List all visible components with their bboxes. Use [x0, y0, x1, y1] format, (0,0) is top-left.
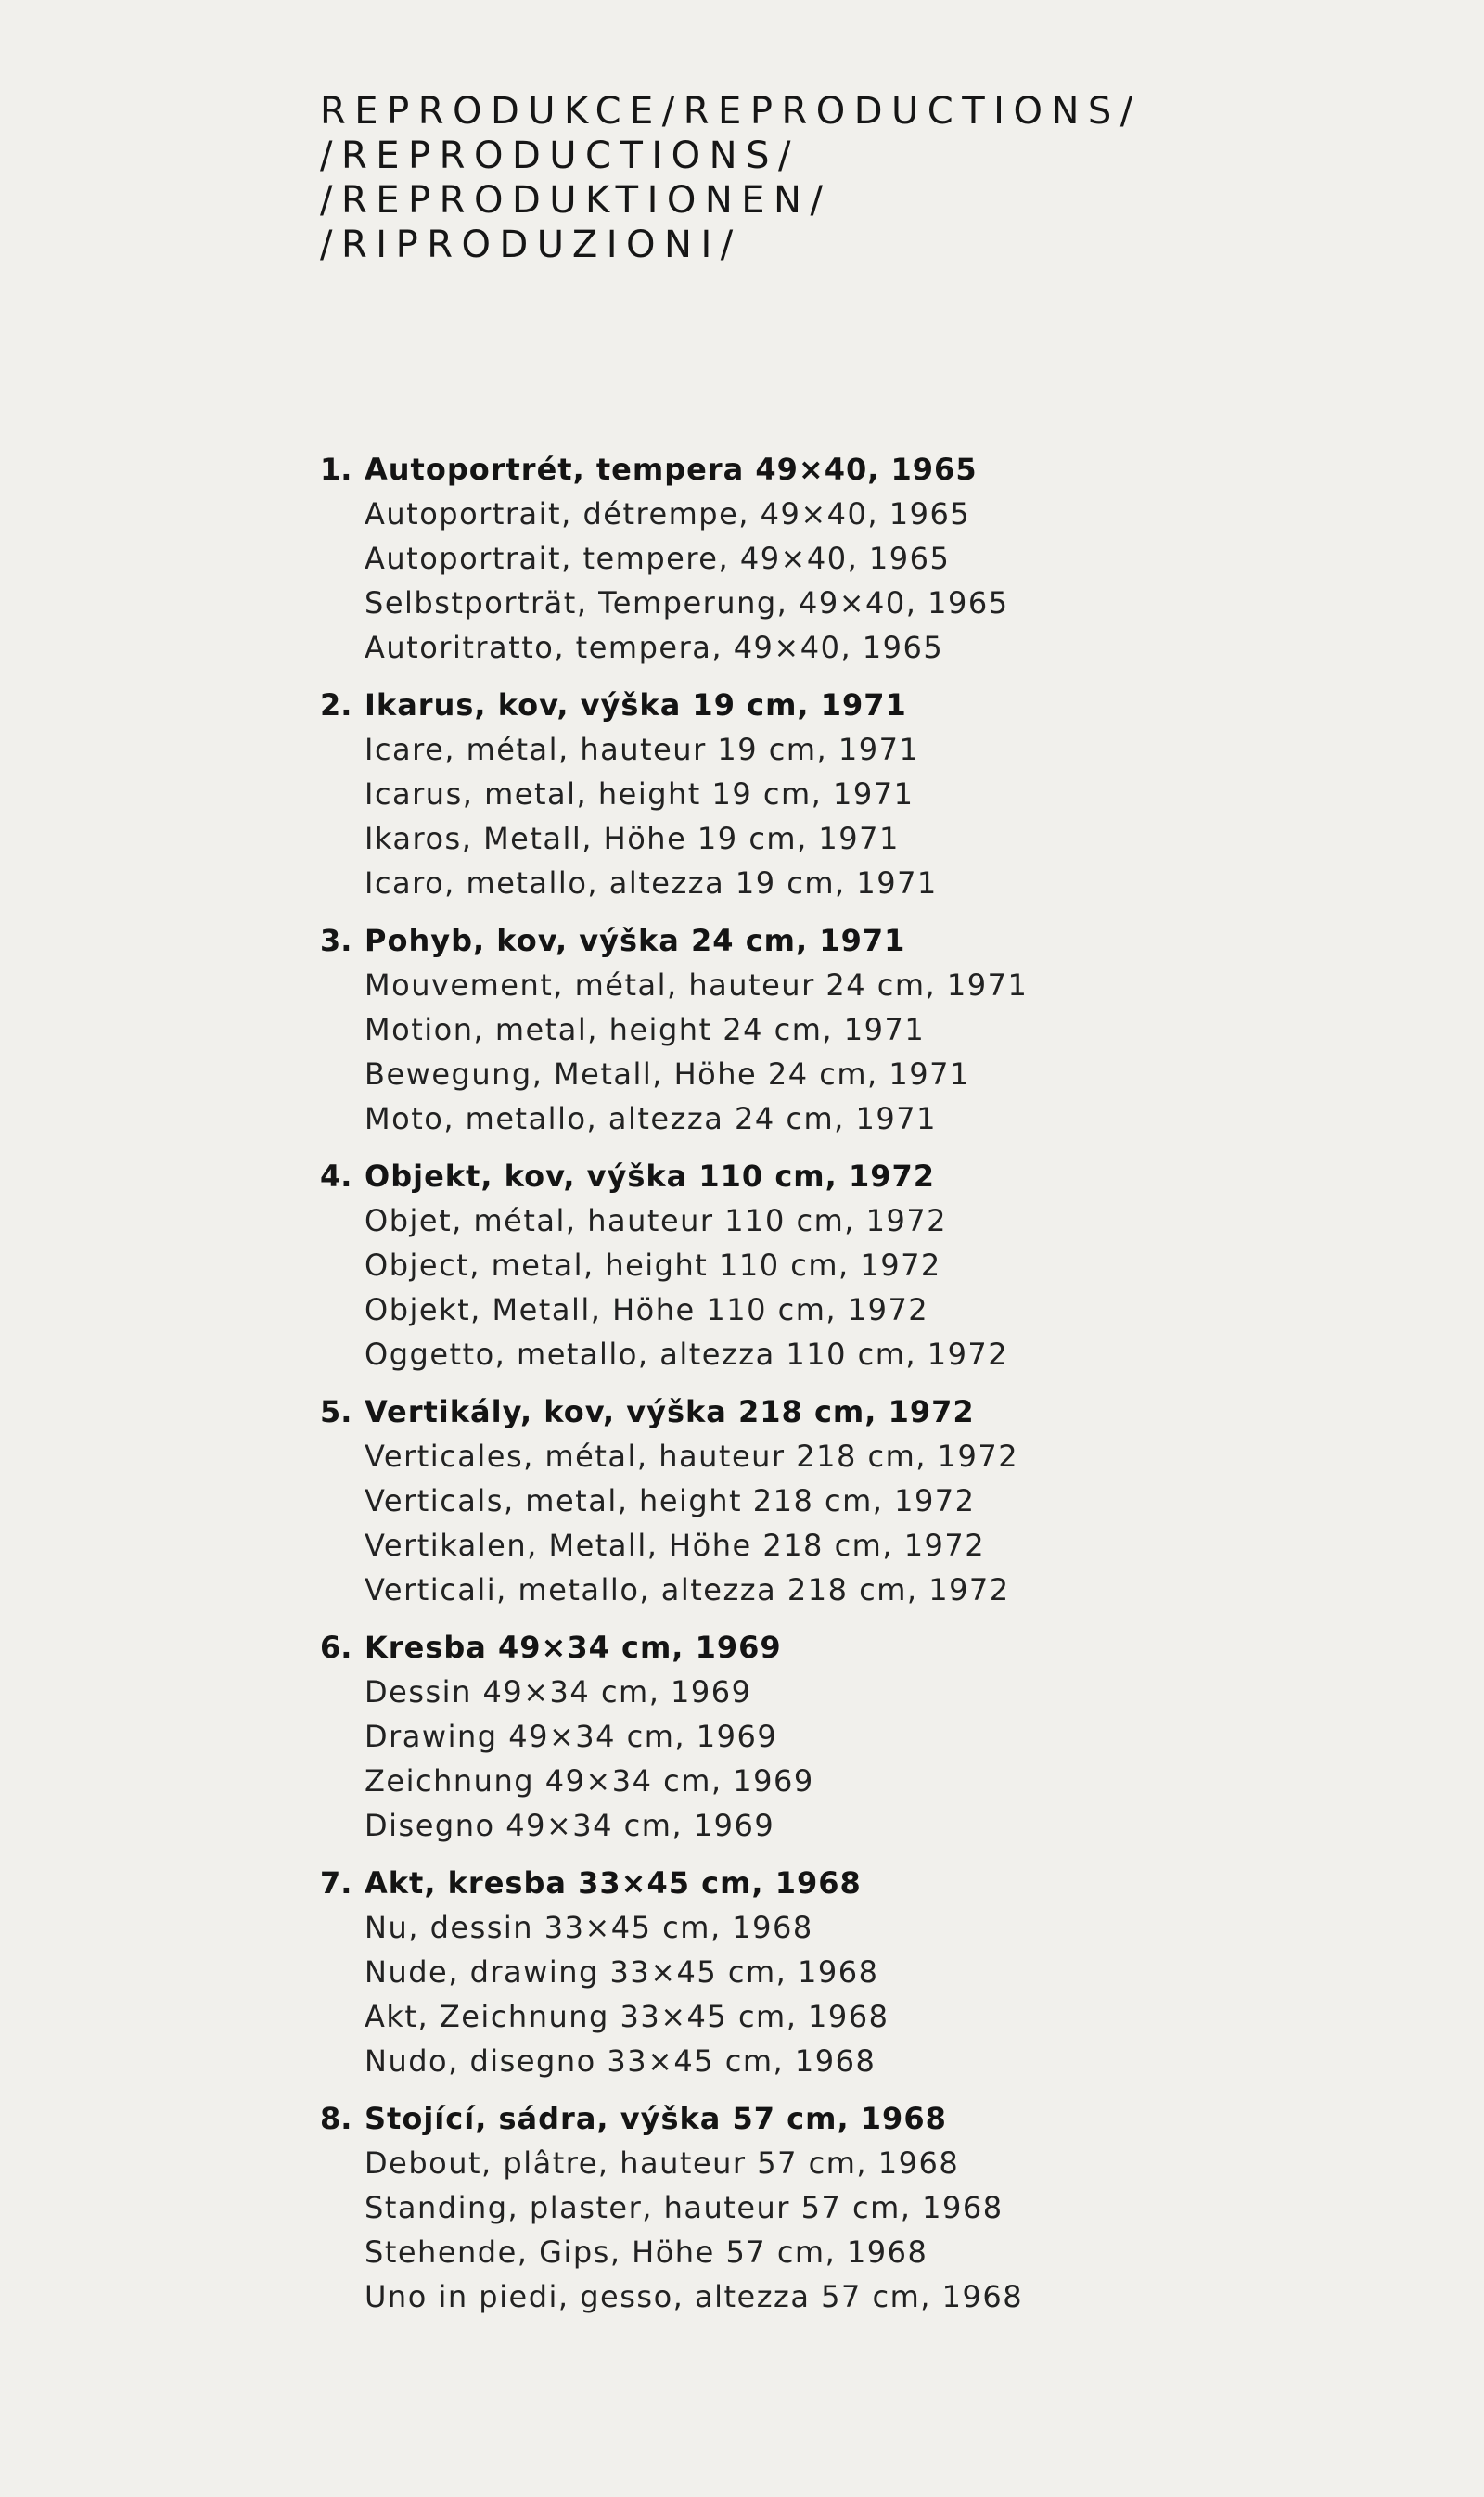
item-title-italian: Nudo, disegno 33×45 cm, 1968	[365, 2043, 876, 2079]
item-title-english: Motion, metal, height 24 cm, 1971	[365, 1012, 926, 1047]
item-title-czech: Akt, kresba 33×45 cm, 1968	[365, 1865, 862, 1901]
heading-line: /REPRODUCTIONS/	[320, 134, 800, 177]
item-title-italian: Uno in piedi, gesso, altezza 57 cm, 1968	[365, 2279, 1024, 2314]
item-title-german: Stehende, Gips, Höhe 57 cm, 1968	[365, 2234, 928, 2270]
heading	[320, 89, 1433, 267]
list-item	[320, 1154, 1387, 1377]
item-title-german: Selbstporträt, Temperung, 49×40, 1965	[365, 585, 1009, 621]
list-item	[320, 683, 1387, 905]
item-number: 2.	[320, 687, 352, 723]
item-number: 5.	[320, 1394, 352, 1429]
item-descriptions	[365, 1625, 1387, 1848]
item-title-english: Nude, drawing 33×45 cm, 1968	[365, 1954, 879, 1990]
item-number: 8.	[320, 2101, 352, 2136]
list-item	[320, 1389, 1387, 1612]
list-item	[320, 2096, 1387, 2319]
item-title-french: Autoportrait, détrempe, 49×40, 1965	[365, 496, 971, 531]
item-title-italian: Autoritratto, tempera, 49×40, 1965	[365, 630, 944, 665]
item-title-german: Zeichnung 49×34 cm, 1969	[365, 1763, 814, 1799]
item-descriptions	[365, 683, 1387, 905]
item-descriptions	[365, 1861, 1387, 2083]
item-title-italian: Oggetto, metallo, altezza 110 cm, 1972	[365, 1337, 1009, 1372]
item-title-italian: Icaro, metallo, altezza 19 cm, 1971	[365, 865, 938, 901]
item-title-czech: Autoportrét, tempera 49×40, 1965	[365, 452, 978, 487]
item-title-italian: Verticali, metallo, altezza 218 cm, 1972	[365, 1572, 1010, 1607]
item-title-german: Objekt, Metall, Höhe 110 cm, 1972	[365, 1292, 929, 1327]
list-item	[320, 1625, 1387, 1848]
item-descriptions	[365, 447, 1387, 670]
item-title-english: Verticals, metal, height 218 cm, 1972	[365, 1483, 976, 1518]
item-title-italian: Disegno 49×34 cm, 1969	[365, 1808, 775, 1843]
item-title-czech: Ikarus, kov, výška 19 cm, 1971	[365, 687, 907, 723]
item-number: 6.	[320, 1630, 352, 1665]
item-number: 1.	[320, 452, 352, 487]
item-title-french: Icare, métal, hauteur 19 cm, 1971	[365, 732, 920, 767]
item-title-czech: Vertikály, kov, výška 218 cm, 1972	[365, 1394, 975, 1429]
heading-line: /RIPRODUZIONI/	[320, 224, 742, 266]
list-item	[320, 918, 1387, 1141]
item-title-german: Bewegung, Metall, Höhe 24 cm, 1971	[365, 1056, 970, 1092]
item-title-french: Dessin 49×34 cm, 1969	[365, 1674, 752, 1709]
reproductions-list	[320, 447, 1387, 2332]
item-title-german: Akt, Zeichnung 33×45 cm, 1968	[365, 1999, 889, 2034]
item-title-french: Objet, métal, hauteur 110 cm, 1972	[365, 1203, 948, 1238]
item-title-german: Ikaros, Metall, Höhe 19 cm, 1971	[365, 821, 900, 856]
item-title-german: Vertikalen, Metall, Höhe 218 cm, 1972	[365, 1528, 986, 1563]
item-descriptions	[365, 1389, 1387, 1612]
heading-line: /REPRODUKTIONEN/	[320, 179, 832, 222]
heading-line: REPRODUKCE/REPRODUCTIONS/	[320, 90, 1142, 133]
item-title-english: Icarus, metal, height 19 cm, 1971	[365, 776, 915, 812]
item-title-czech: Pohyb, kov, výška 24 cm, 1971	[365, 923, 906, 958]
item-title-czech: Objekt, kov, výška 110 cm, 1972	[365, 1159, 935, 1194]
item-title-french: Mouvement, métal, hauteur 24 cm, 1971	[365, 967, 1029, 1003]
item-title-czech: Stojící, sádra, výška 57 cm, 1968	[365, 2101, 947, 2136]
item-title-english: Standing, plaster, hauteur 57 cm, 1968	[365, 2190, 1004, 2225]
item-descriptions	[365, 2096, 1387, 2319]
item-title-italian: Moto, metallo, altezza 24 cm, 1971	[365, 1101, 937, 1136]
item-title-english: Autoportrait, tempere, 49×40, 1965	[365, 541, 951, 576]
item-title-french: Verticales, métal, hauteur 218 cm, 1972	[365, 1439, 1019, 1474]
item-title-english: Object, metal, height 110 cm, 1972	[365, 1248, 941, 1283]
item-descriptions	[365, 918, 1387, 1141]
item-number: 4.	[320, 1159, 352, 1194]
item-number: 3.	[320, 923, 352, 958]
item-title-english: Drawing 49×34 cm, 1969	[365, 1719, 778, 1754]
item-title-french: Debout, plâtre, hauteur 57 cm, 1968	[365, 2145, 960, 2181]
item-number: 7.	[320, 1865, 352, 1901]
item-title-czech: Kresba 49×34 cm, 1969	[365, 1630, 782, 1665]
item-descriptions	[365, 1154, 1387, 1377]
list-item	[320, 447, 1387, 670]
list-item	[320, 1861, 1387, 2083]
item-title-french: Nu, dessin 33×45 cm, 1968	[365, 1910, 813, 1945]
